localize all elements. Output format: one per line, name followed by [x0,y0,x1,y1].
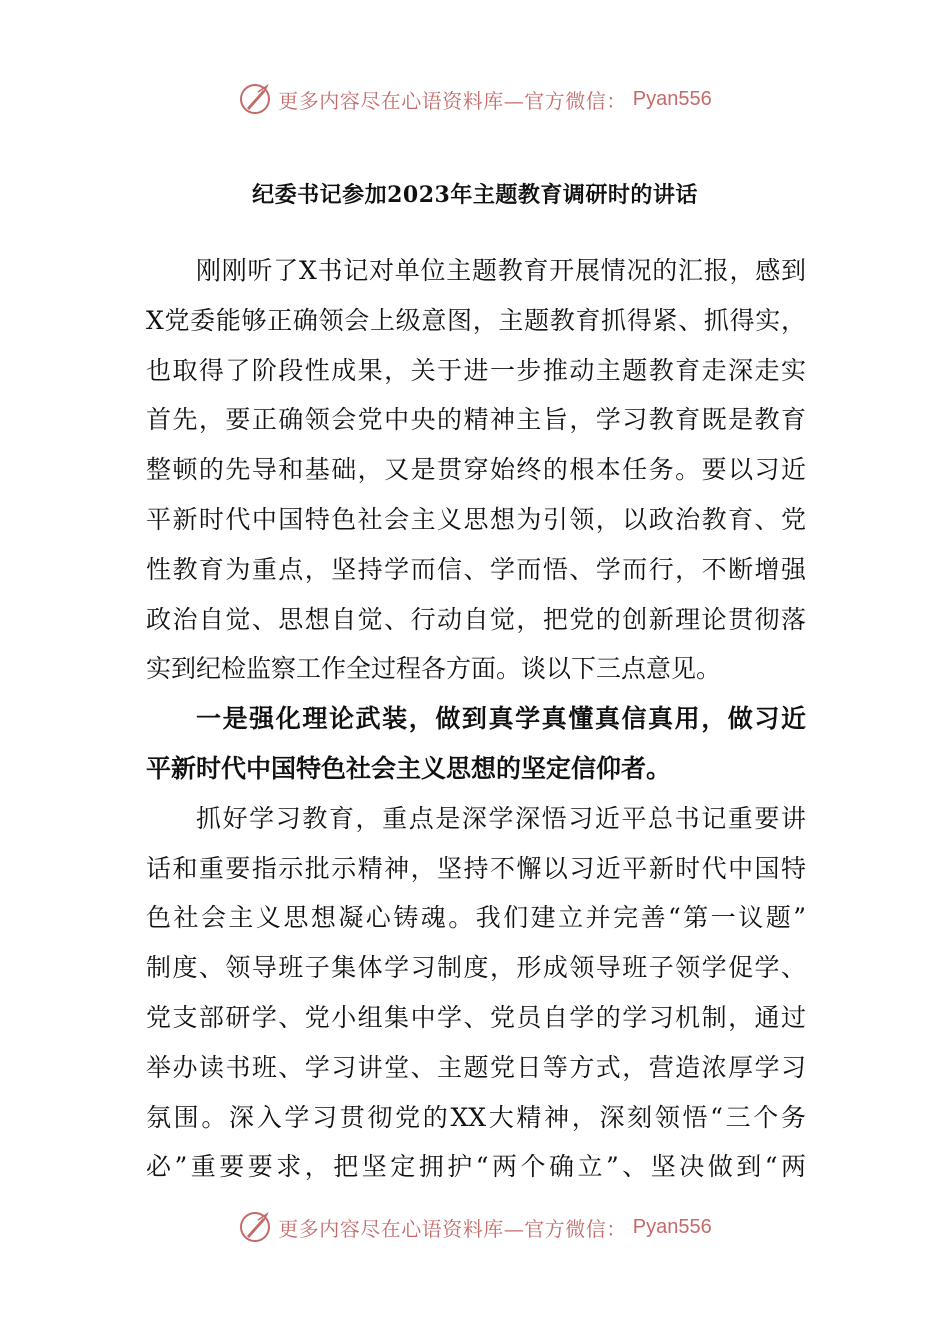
body-line: 刚刚听了X书记对单位主题教育开展情况的汇报，感到 [196,256,806,285]
body-line: 话和重要指示批示精神，坚持不懈以习近平新时代中国特 [146,853,806,883]
watermark-wechat-id: Pyan556 [632,87,712,110]
footer-watermark [0,1210,950,1244]
quill-logo-icon [238,82,272,116]
body-line: 党支部研学、党小组集中学、党员自学的学习机制，通过 [146,1002,806,1032]
body-line: 制度、领导班子集体学习制度，形成领导班子领学促学、 [146,953,806,983]
section-heading-line: 平新时代中国特色社会主义思想的坚定信仰者。 [146,753,672,783]
body-line: X党委能够正确领会上级意图，主题教育抓得紧、抓得实， [146,305,806,335]
body-line: 也取得了阶段性成果，关于进一步推动主题教育走深走实 [146,355,806,385]
header-watermark [0,82,950,116]
document-title: 纪委书记参加2023年主题教育调研时的讲话 [252,182,698,208]
body-line: 氛围。深入学习贯彻党的XX大精神，深刻领悟“三个务 [146,1102,806,1132]
document-body [146,246,806,1192]
body-line: 整顿的先导和基础，又是贯穿始终的根本任务。要以习近 [146,455,806,485]
body-line: 政治自觉、思想自觉、行动自觉，把党的创新理论贯彻落 [146,604,806,634]
body-line: 色社会主义思想凝心铸魂。我们建立并完善“第一议题” [146,903,806,933]
watermark-wechat-id: Pyan556 [632,1215,712,1238]
body-line: 必”重要要求，把坚定拥护“两个确立”、坚决做到“两 [146,1152,806,1182]
body-line: 举办读书班、学习讲堂、主题党日等方式，营造浓厚学习 [146,1052,806,1082]
watermark-text: 更多内容尽在心语资料库—官方微信： [278,1216,627,1241]
body-line: 抓好学习教育，重点是深学深悟习近平总书记重要讲 [196,803,806,833]
body-line: 性教育为重点，坚持学而信、学而悟、学而行，不断增强 [146,554,806,584]
section-heading-line: 一是强化理论武装，做到真学真懂真信真用，做习近 [196,704,806,734]
quill-logo-icon [238,1210,272,1244]
body-line: 实到纪检监察工作全过程各方面。谈以下三点意见。 [146,654,722,684]
watermark-text: 更多内容尽在心语资料库—官方微信： [278,88,627,113]
body-line: 平新时代中国特色社会主义思想为引领，以政治教育、党 [146,504,806,534]
body-line: 首先，要正确领会党中央的精神主旨，学习教育既是教育 [146,405,806,435]
